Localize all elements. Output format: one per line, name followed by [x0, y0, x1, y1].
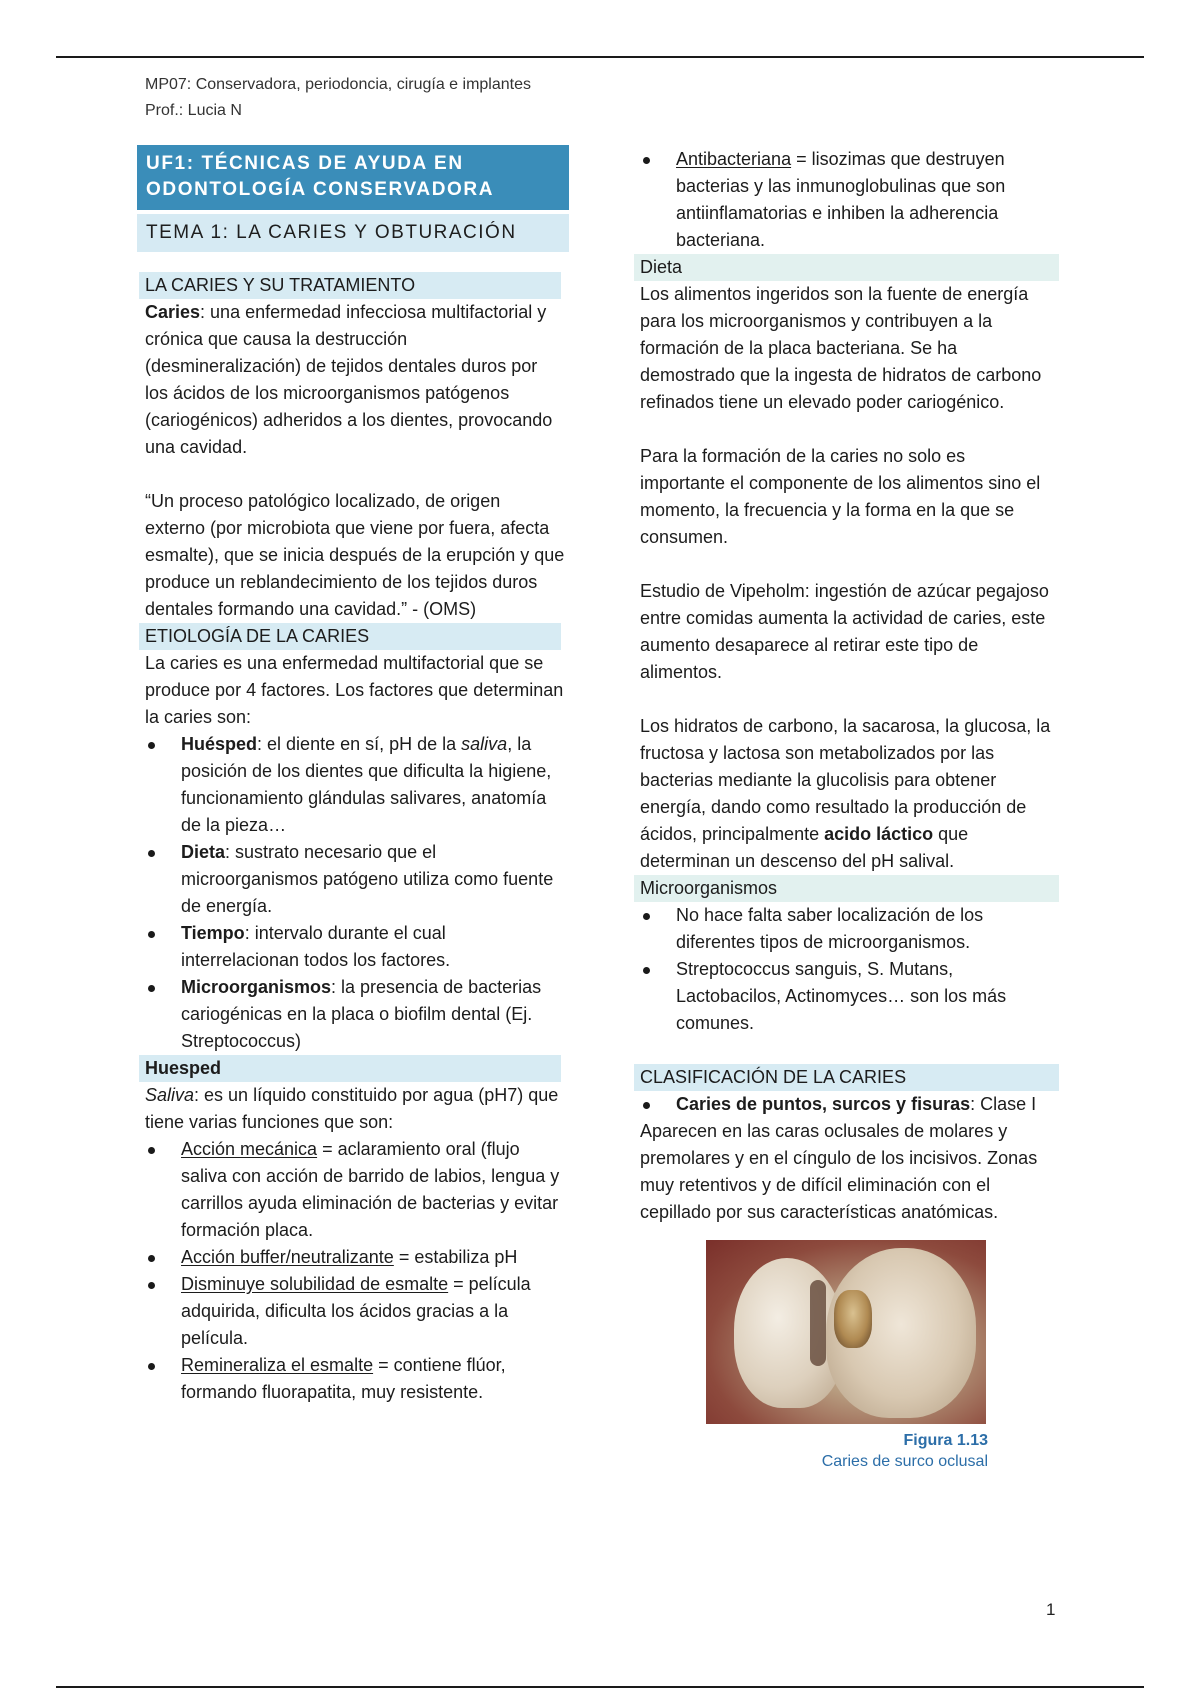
classification-term: Caries de puntos, surcos y fisuras [676, 1094, 971, 1114]
diet-text: Los hidratos de carbono, la sacarosa, la glucosa, la fructosa y lactosa son metabolizados por las bacterias mediante la glucolisis para obtener energía, dando como resultado la producción de ácidos, principalmente [640, 716, 1051, 844]
section-heading-host: Huesped [139, 1055, 561, 1082]
diet-paragraph-1: Los alimentos ingeridos son la fuente de energía para los microorganismos y contribuyen a la formación de la placa bacteriana. Se ha demostrado que la ingesta de hidratos de carbono refinados tiene un elevado poder cariogénico. [640, 284, 1042, 412]
page-number: 1 [1046, 1600, 1056, 1619]
section-heading-etiology: ETIOLOGÍA DE LA CARIES [139, 623, 561, 650]
figure-caption [698, 1430, 988, 1472]
factor-term: Tiempo [181, 923, 245, 943]
unit-title-line-1: UF1: TÉCNICAS DE AYUDA EN [146, 153, 464, 174]
tooth-caries-photo [706, 1240, 986, 1424]
saliva-intro-text: : es un líquido constituido por agua (pH7) que tiene varias funciones que son: [145, 1085, 559, 1132]
teacher-name: Prof.: Lucia N [145, 102, 242, 119]
saliva-intro [139, 1082, 569, 1136]
caries-definition-text: : una enfermedad infecciosa multifactorial y crónica que causa la destrucción (desmineralización) de tejidos dentales duros por los ácidos de los microorganismos patógenos (cariogénicos) adheridos a los dientes, provocando una cavidad. [145, 302, 553, 457]
list-item [139, 1136, 569, 1244]
section-heading-classification: CLASIFICACIÓN DE LA CARIES [634, 1064, 1059, 1091]
function-text: = película adquirida, dificulta los ácidos gracias a la película. [181, 1274, 531, 1348]
left-column [139, 145, 569, 1406]
list-item [139, 1352, 569, 1406]
bottom-rule [56, 1686, 1144, 1688]
list-item [139, 1244, 569, 1271]
caries-definition [139, 299, 569, 461]
diet-paragraph-3: Estudio de Vipeholm: ingestión de azúcar pegajoso entre comidas aumenta la actividad de caries, este aumento desaparece al retirar este tipo de alimentos. [640, 581, 1049, 682]
list-item [634, 146, 1059, 254]
etiology-intro: La caries es una enfermedad multifactorial que se produce por 4 factores. Los factores que determinan la caries son: [145, 653, 564, 727]
list-item: No hace falta saber localización de los diferentes tipos de microorganismos. [634, 902, 1059, 956]
function-text: = lisozimas que destruyen bacterias y las inmunoglobulinas que son antiinflamatorias e inhiben la adherencia bacteriana. [676, 149, 1006, 250]
factor-text: : sustrato necesario que el microorganismos patógeno utiliza como fuente de energía. [181, 842, 554, 916]
saliva-functions-list [139, 1136, 569, 1406]
factor-text: : el diente en sí, pH de la [257, 734, 462, 754]
factors-list [139, 731, 569, 1055]
section-heading-caries-treatment: LA CARIES Y SU TRATAMIENTO [139, 272, 561, 299]
factor-term: Microorganismos [181, 977, 332, 997]
topic-title: TEMA 1: LA CARIES Y OBTURACIÓN [137, 214, 569, 252]
lactic-acid-term: acido láctico [824, 824, 934, 844]
caries-term: Caries [145, 302, 201, 322]
function-term: Acción buffer/neutralizante [181, 1247, 394, 1267]
function-term: Acción mecánica [181, 1139, 318, 1159]
list-item [139, 839, 569, 920]
list-item [139, 1271, 569, 1352]
factor-text: : la presencia de bacterias cariogénicas en la placa o biofilm dental (Ej. Streptococcus) [181, 977, 542, 1051]
top-rule [56, 56, 1144, 58]
function-term: Remineraliza el esmalte [181, 1355, 374, 1375]
classification-text: Aparecen en las caras oclusales de molares y premolares y en el cíngulo de los incisivos. Zonas muy retentivos y de difícil eliminación con el cepillado por sus características anatómicas. [640, 1121, 1038, 1222]
unit-title-banner [137, 145, 569, 210]
classification-label: : Clase I [970, 1094, 1037, 1114]
unit-title-line-2: ODONTOLOGÍA CONSERVADORA [146, 179, 495, 200]
document-header [145, 72, 531, 124]
saliva-term: Saliva [145, 1085, 195, 1105]
diet-paragraph-2: Para la formación de la caries no solo es importante el componente de los alimentos sino el momento, la frecuencia y la forma en la que se consumen. [640, 446, 1041, 547]
function-term: Disminuye solubilidad de esmalte [181, 1274, 449, 1294]
classification-list [634, 1091, 1059, 1118]
right-column [634, 146, 1059, 1472]
list-item [634, 1091, 1059, 1118]
list-item [139, 920, 569, 974]
diet-text: que determinan un descenso del pH salival. [640, 824, 969, 871]
function-term: Antibacteriana [676, 149, 792, 169]
factor-term: Huésped [181, 734, 258, 754]
figure-label: Figura 1.13 [903, 1432, 988, 1449]
microorganisms-list [634, 902, 1059, 1037]
diet-paragraph-4 [634, 713, 1059, 875]
list-item [139, 974, 569, 1055]
factor-text: : intervalo durante el cual interrelacionan todos los factores. [181, 923, 451, 970]
function-text: = aclaramiento oral (flujo saliva con acción de barrido de labios, lengua y carrillos ayuda eliminación de bacterias y evitar formación placa. [181, 1139, 560, 1240]
list-item [139, 731, 569, 839]
factor-term: Dieta [181, 842, 226, 862]
list-item: Streptococcus sanguis, S. Mutans, Lactobacilos, Actinomyces… son los más comunes. [634, 956, 1059, 1037]
figure-caption-text: Caries de surco oclusal [821, 1453, 988, 1470]
factor-italic: saliva [461, 734, 508, 754]
function-text: = contiene flúor, formando fluorapatita, muy resistente. [181, 1355, 506, 1402]
section-heading-diet: Dieta [634, 254, 1059, 281]
section-heading-microorganisms: Microorganismos [634, 875, 1059, 902]
factor-text: , la posición de los dientes que dificulta la higiene, funcionamiento glándulas salivares, anatomía de la pieza… [181, 734, 552, 835]
function-text: = estabiliza pH [393, 1247, 518, 1267]
oms-quote: “Un proceso patológico localizado, de origen externo (por microbiota que viene por fuera, afecta esmalte), que se inicia después de la erupción y que produce un reblandecimiento de los tejidos duros dentales formando una cavidad.” - (OMS) [145, 491, 565, 619]
course-title: MP07: Conservadora, periodoncia, cirugía e implantes [145, 76, 531, 93]
saliva-functions-continued [634, 146, 1059, 254]
